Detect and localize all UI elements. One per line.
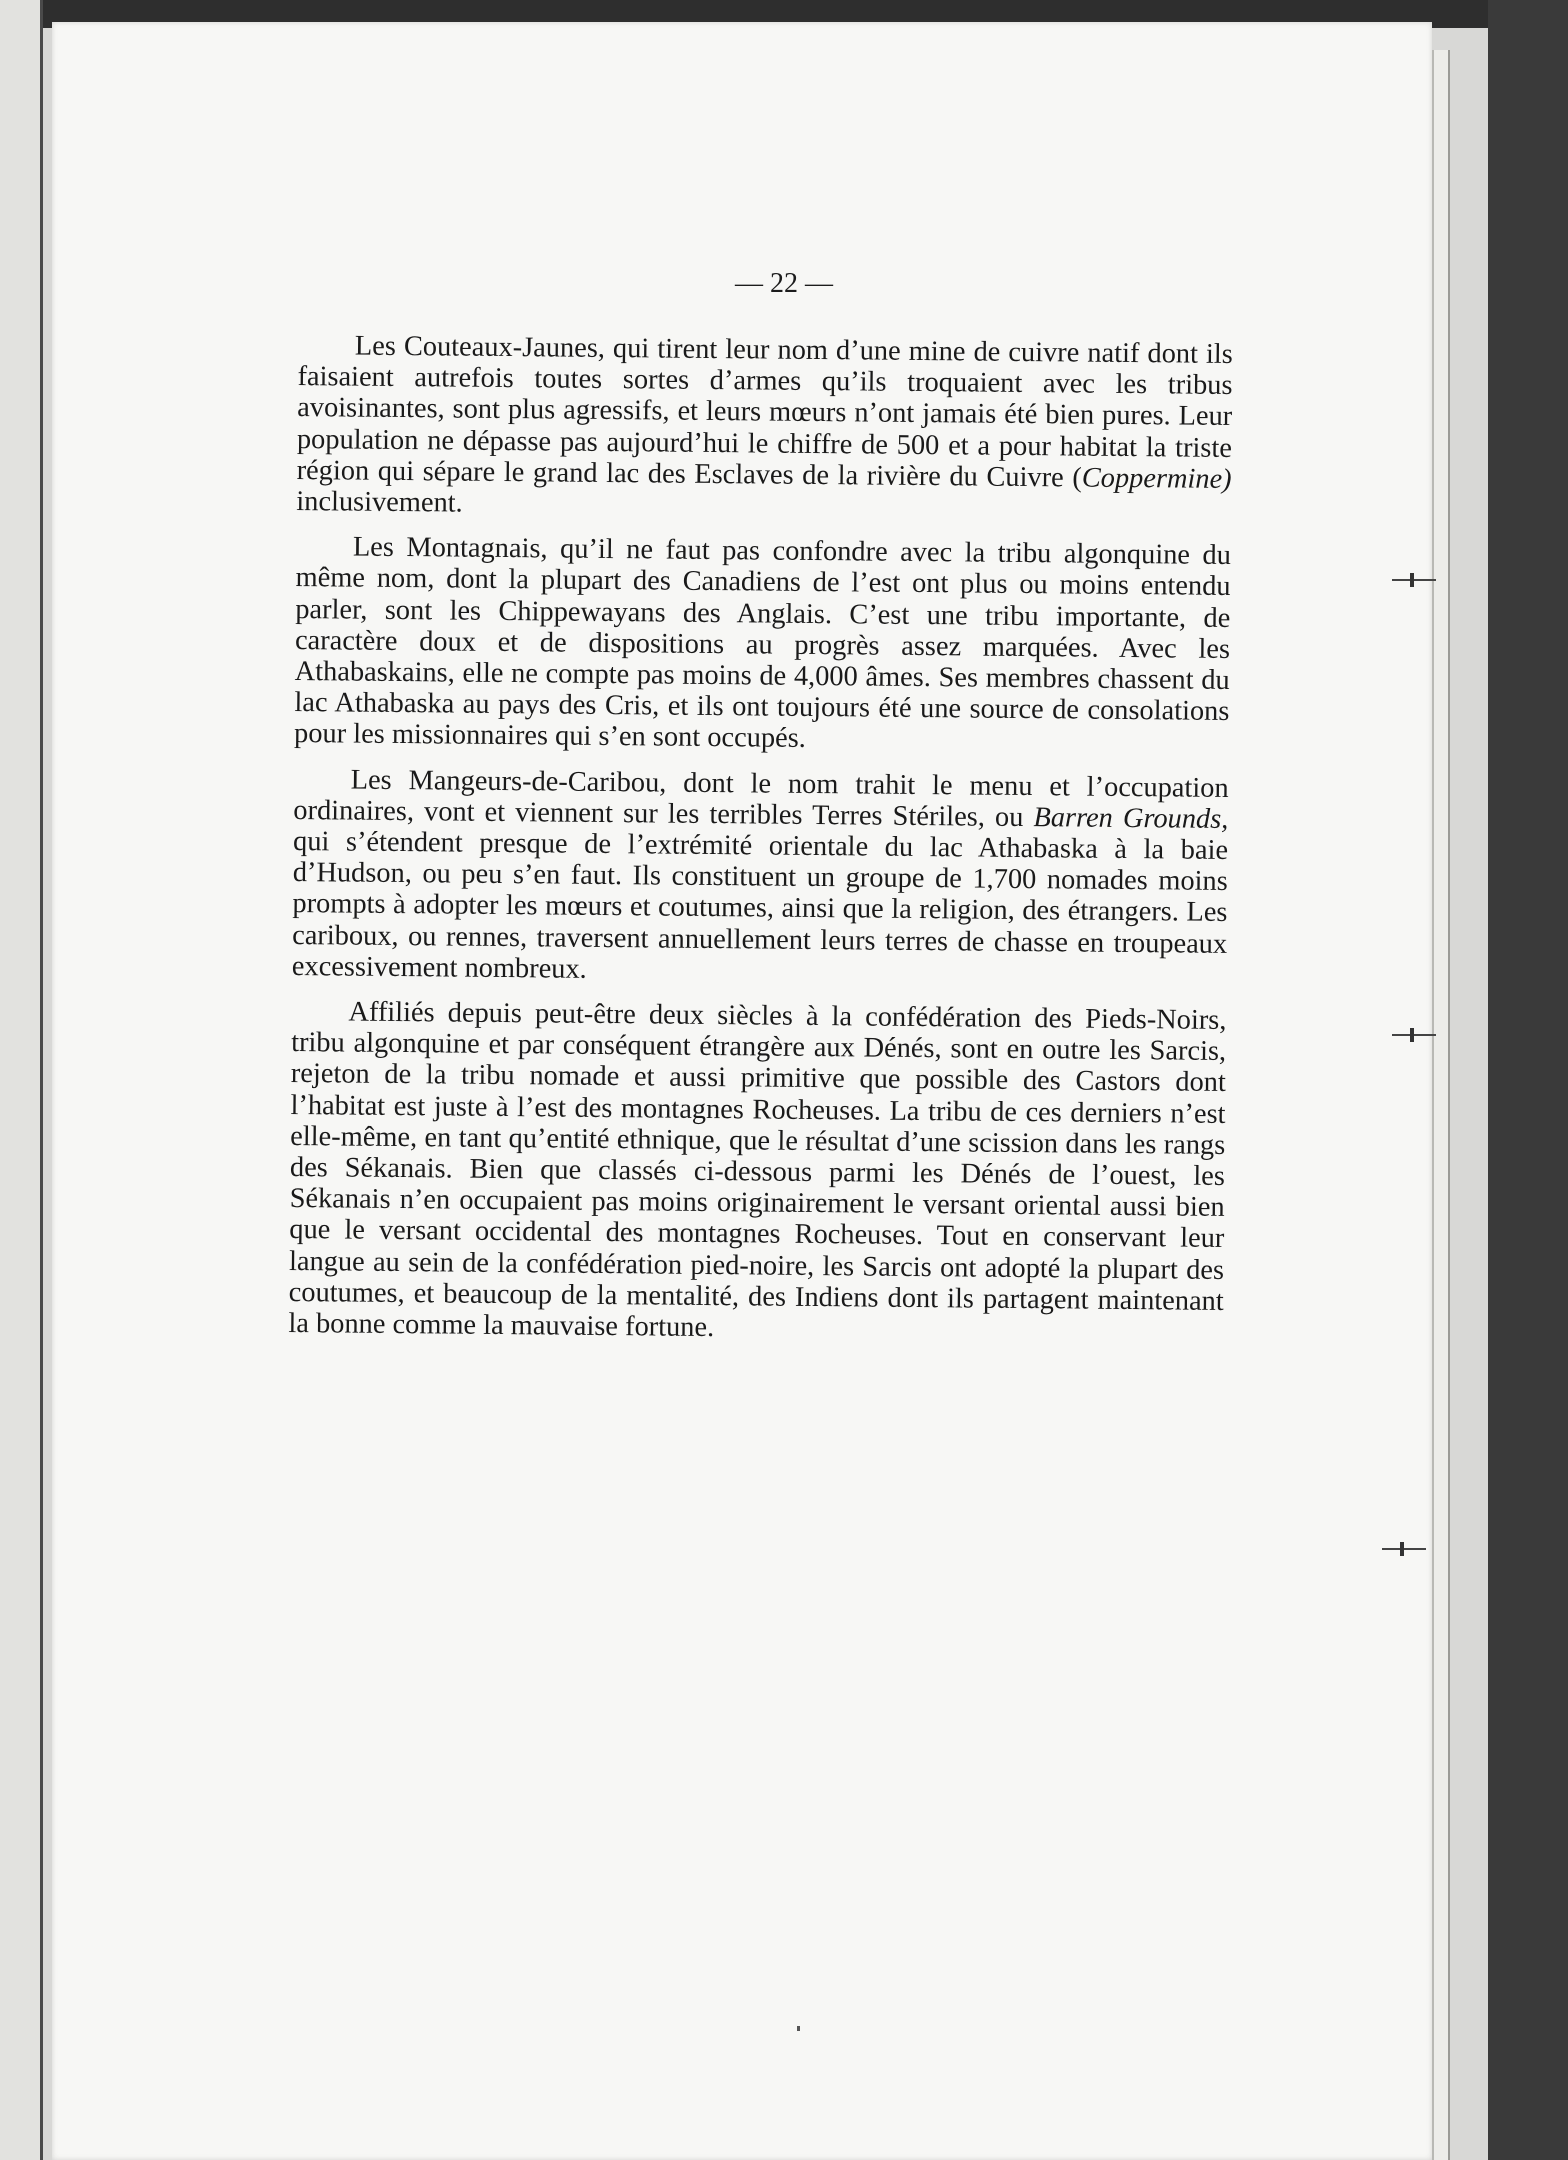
page-number: — 22 — xyxy=(735,268,833,299)
margin-tick-mark xyxy=(1382,1548,1426,1550)
body-text xyxy=(288,330,1233,1362)
paragraph-montagnais: Les Montagnais, qu’il ne faut pas confondre avec la tribu algonquine du même nom, dont la plupart des Canadiens de l’est ont plus ou moins entendu parler, sont les Chippewayans des Anglais. C’est une tribu importante, de caractère doux et de dispositions au progrès assez marquées. Avec les Athabaskains, elle ne compte pas moins de 4,000 âmes. Ses membres chassent du lac Athabaska au pays des Cris, et ils ont toujours été une source de consolations pour les missionnaires qui s’en sont occupés. xyxy=(293,531,1232,755)
ink-speck xyxy=(797,2026,800,2031)
margin-tick-mark xyxy=(1392,579,1436,581)
scanner-right-border xyxy=(1488,0,1568,2160)
margin-tick-mark xyxy=(1392,1034,1436,1036)
paragraph-sarcis: Affiliés depuis peut-être deux siècles à la confédération des Pieds-Noirs, tribu algonquine et par conséquent étrangère aux Dénés, sont en outre les Sarcis, rejeton de la tribu nomade et aussi primitive que possible des Castors dont l’habitat est juste à l’est des montagnes Rocheuses. La tribu de ces derniers n’est elle-même, en tant qu’entité ethnique, que le résultat d’une scission dans les rangs des Sékanais. Bien que classés ci-dessous parmi les Dénés de l’ouest, les Sékanais n’en occupaient pas moins originairement le versant oriental aussi bien que le versant occidental des montagnes Rocheuses. Tout en conservant leur langue au sein de la confédération pied-noire, les Sarcis ont adopté la plupart des coutumes, et beaucoup de la mentalité, des Indiens dont ils partagent maintenant la bonne comme la mauvaise fortune. xyxy=(288,996,1227,1344)
paragraph-mangeurs-de-caribou: Les Mangeurs-de-Caribou, dont le nom trahit le menu et l’occupation ordinaires, vont et viennent sur les terribles Terres Stériles, ou Barren Grounds, qui s’étendent presque de l’extrémité orientale du lac Athabaska à la baie d’Hudson, ou peu s’en faut. Ils constituent un groupe de 1,700 nomades moins prompts à adopter les mœurs et coutumes, ainsi que la religion, des étrangers. Les cariboux, ou rennes, traversent annuellement leurs terres de chasse en troupeaux excessivement nombreux. xyxy=(291,764,1229,985)
book-binding-edge xyxy=(0,0,43,2160)
next-page-edge xyxy=(1432,50,1450,2160)
paragraph-couteaux-jaunes: Les Couteaux-Jaunes, qui tirent leur nom d’une mine de cuivre natif dont ils faisaient autrefois toutes sortes d’armes qu’ils troquaient avec les tribus avoisinantes, sont plus agressifs, et leurs mœurs n’ont jamais été bien pures. Leur population ne dépasse pas aujourd’hui le chiffre de 500 et a pour habitat la triste région qui sépare le grand lac des Esclaves de la rivière du Cuivre (Coppermine) inclusivement. xyxy=(296,330,1233,519)
